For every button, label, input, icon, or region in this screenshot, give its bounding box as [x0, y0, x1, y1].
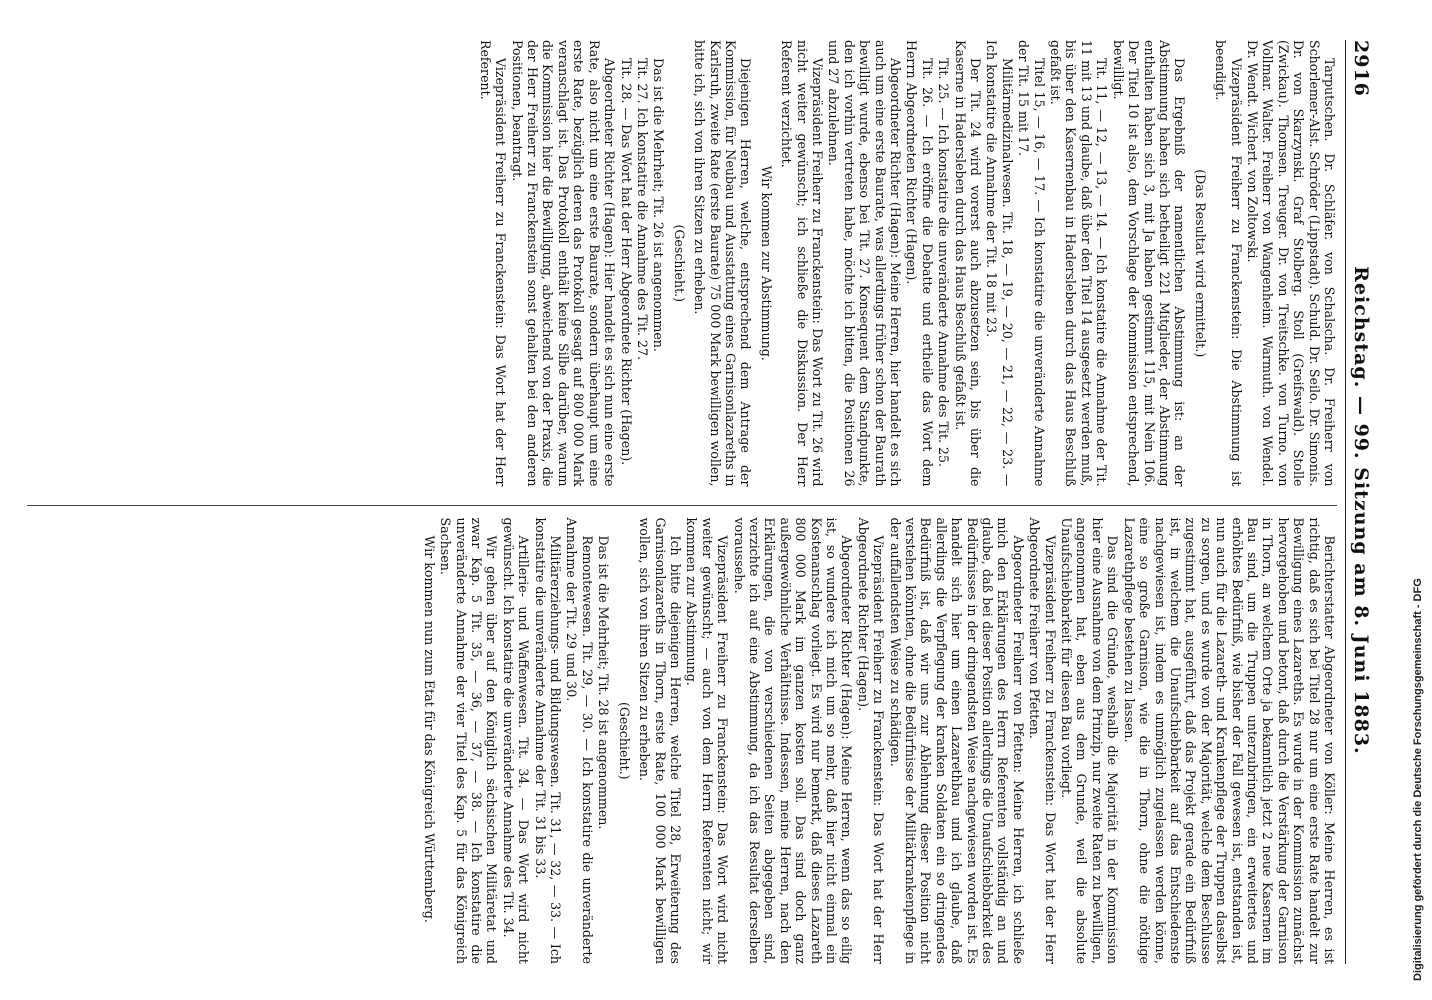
left-column — [27, 40, 1337, 487]
paragraph: Tit. 25. — Ich konstatire die unveränderte Annahme des Tit. 25. — [936, 58, 952, 468]
paragraph: Remontewesen. Tit. 29, — 30. — Ich konstatire die unveränderte Annahme der Tit. 29 und 30. — [564, 517, 595, 964]
paragraph: Militärmedizinalwesen. Tit. 18, — 19, — 20, — 21, — 22, — 23. — Ich konstatire die Annahme der Tit. 18 mit 23. — [984, 40, 1015, 487]
paragraph: Vizepräsident Freiherr zu Franckenstein: Das Wort hat der Herr Abgeordnete Freiherr von Pfetten. — [1027, 517, 1058, 964]
paragraph: Das ist die Mehrheit; Tit. 26 ist angenommen. — [651, 58, 667, 352]
paragraph: (Das Resultat wird ermittelt.) — [1192, 169, 1208, 358]
paragraph: Abgeordneter Richter (Hagen): Hier handelt es sich nun eine erste Rate, also nicht um eine erste Baurate, sondern überhaupt um eine erste Rate, bezüglich deren das Protokoll gesagt auf 800 000 Mark veranschlagt ist. Das Protokoll enthält keine Silbe darüber, warum die Kommission hier die Bewilligung, abweichend von der Praxis, die der Herr Freiherr zu Franckenstein sonst gehalten bei den anderen Positionen, beantragt. — [509, 40, 618, 487]
page-header — [1345, 40, 1372, 964]
paragraph: Wir gehen über auf den Königlich sächsischen Militäretat und zwar Kap. 5 Tit. 35, — 36, — 37, — 38. — Ich konstatire die unveränderte Annahme der vier Titel des Kap. 5 für das Königreich Sachsen. — [438, 517, 500, 964]
paragraph: Wir kommen nun zum Etat für das Königreich Württemberg. — [421, 535, 437, 923]
paragraph: (Geschieht.) — [616, 701, 632, 780]
paragraph: Vizepräsident Freiherr zu Franckenstein: Die Abstimmung ist beendigt. — [1213, 40, 1244, 487]
paragraph: Militärerziehungs- und Bildungswesen. Tit. 31, — 32, — 33. — Ich konstatire die unveränderte Annahme der Tit. 31 bis 33. — [532, 517, 564, 964]
page-title: Reichstag. — 99. Sitzung am 8. Juni 1883. — [1350, 266, 1372, 755]
paragraph: Vizepräsident Freiherr zu Franckenstein: Das Wort hat der Herr Abgeordnete Richter (Hagen). — [855, 517, 887, 964]
right-column — [27, 505, 1337, 965]
paragraph: Tit. 11, — 12, — 13, — 14. — Ich konstatire die Annahme der Tit. 11 mit 13 und glaube, daß über den Titel 14 ausgesetzt werden muß, bis über den Kasernenbau in Hadersleben durch das Haus Beschluß gefaßt ist. — [1048, 40, 1110, 487]
watermark-text: Digitalisierung gefördert durch die Deutsche Forschungsgemeinschaft - DFG — [1412, 578, 1424, 981]
paragraph: Artillerie- und Waffenwesen. Tit. 34. — Das Wort wird nicht gewünscht. Ich konstatire die unveränderte Annahme des Tit. 34. — [500, 517, 532, 964]
paragraph: Titel 15, — 16, — 17. — Ich konstatire die unveränderte Annahme der Tit. 15 mit 17. — [1016, 40, 1047, 487]
paragraph: Das sind die Gründe, weshalb die Majorität in der Kommission hier eine Ausnahme von dem Prinzip, nur zweite Raten zu bewilligen, angenommen hat, eben aus dem Grunde, weil die absolute Unaufschiebbarkeit für diesen Bau vorliegt. — [1059, 517, 1121, 964]
page-number: 2916 — [1350, 40, 1372, 97]
paragraph: Vizepräsident Freiherr zu Franckenstein: Das Wort wird nicht weiter gewünscht; — auch von dem Herrn Referenten nicht; wir kommen zur Abstimmung. — [684, 517, 731, 964]
paragraph: Vizepräsident Freiherr zu Franckenstein: Das Wort zu Tit. 26 wird nicht weiter gewünscht; ich schließe die Diskussion. Der Herr Referent verzichtet. — [779, 40, 825, 487]
paragraph: Das Ergebniß der namentlichen Abstimmung ist: an der Abstimmung haben sich betheiligt 221 Mitglieder, der Abstimmung enthalten haben sich 3, mit Ja haben gestimmt 115, mit Nein 106. Der Titel 10 ist also, dem Vorschlage der Kommission entsprechend, bewilligt. — [1110, 40, 1188, 487]
paragraph: Tit. 28. — Das Wort hat der Herr Abgeordnete Richter (Hagen). — [618, 58, 634, 466]
paragraph: (Geschieht.) — [671, 224, 687, 303]
paragraph: Tarputschen. Dr. Schläfer. von Schalscha. Dr. Freiherr von Schorlemer-Alst. Schröder (Lippstadt). Schuld. Dr. Seilo. Dr. Simonis. Dr. von Skarzynski. Graf Stolberg. Stoll (Greifswald). Stolle (Zwickau). Thomsen. Treuger. Dr. von Treitschke. von Turno. von Vollmar. Walter. Freiherr von Wangenheim. Warmuth. von Wendel. Dr. Wendt. Wichert. von Zoltowski. — [1244, 40, 1337, 487]
text-columns — [27, 40, 1337, 964]
dfg-watermark — [1406, 6, 1428, 986]
paragraph: Das ist die Mehrheit; Tit. 28 ist angenommen. — [596, 535, 612, 830]
paragraph: Ich bitte diejenigen Herren, welche Titel 28, Erweiterung des Garnisonlazareths in Thorn, erste Rate, 100 000 Mark bewilligen wollen, sich von ihren Sitzen zu erheben. — [637, 517, 683, 964]
paragraph: Der Tit. 24 wird vorerst auch abzusetzen sein, bis über die Kaserne in Hadersleben durch das Haus Beschluß gefaßt ist. — [952, 40, 984, 487]
paragraph: Abgeordneter Richter (Hagen): Meine Herren, wenn das so eilig ist, so wundere ich mich um so mehr, daß hier nicht einmal ein Kostenanschlag vorliegt. Es wird nur bemerkt, daß dieses Lazareth 800 000 Mark im ganzen kosten soll. Das sind doch ganz außergewöhnliche Verhältnisse. Indessen, meine Herren, nach den Erklärungen, die von verschiedenen Seiten abgegeben sind, verzichte ich auf eine Abstimmung, da ich das Resultat derselben voraussehe. — [731, 517, 855, 964]
paragraph: Tit. 27. Ich konstatire die Annahme des Tit. 27. — [634, 58, 650, 360]
paragraph: Berichterstatter Abgeordneter von Köller: Meine Herren, es ist richtig, daß es sich bei Titel 28 nur um eine erste Rate handelt zur Bewilligung eines Lazareths. Es wurde in der Kommission zunächst hervorgehoben und betont, daß durch die Verstärkung der Garnison in Thorn, an welchem Orte ja bekanntlich jetzt 2 neue Kasernen im Bau sind, um die Truppen unterzubringen, ein erweitertes und erhöhtes Bedürfniß, wie bisher der Fall gewesen ist, entstanden ist, nun auch für die Lazareth- und Krankenpflege der Truppen daselbst zu sorgen, und es wurde von der Majorität, welche dem Beschlusse zugestimmt hat, ausgeführt, daß das Projekt gerade ein Bedürfniß ist, in welchem die Unaufschiebbarkeit auf das Entschiedenste nachgewiesen ist, indem es unmöglich zugelassen werden könne, eine so große Garnison, wie die in Thorn, ohne die nöthige Lazarethpflege bestehen zu lassen. — [1121, 517, 1337, 964]
paragraph: Abgeordneter Richter (Hagen): Meine Herren, hier handelt es sich auch um eine erste Baurate, was allerdings früher schon der Baurath bewilligt wurde, ebenso bei Tit. 27. Konsequent dem Standpunkte, den ich vorhin vertreten habe, möchte ich bitten, die Positionen 26 und 27 abzulehnen. — [826, 40, 904, 487]
paragraph: Diejenigen Herren, welche, entsprechend dem Antrage der Kommission, für Neubau und Ausstattung eines Garnisonlazareths in Karlsruh, zweite Rate (erste Baurate) 75 000 Mark bewilligen wollen, bitte ich, sich von ihren Sitzen zu erheben. — [692, 40, 754, 487]
paragraph: Vizepräsident Freiherr zu Franckenstein: Das Wort hat der Herr Referent. — [477, 40, 509, 487]
paragraph: Abgeordneter Freiherr von Pfetten: Meine Herren, ich schließe mich den Erklärungen des Herrn Referenten vollständig an und glaube, daß bei dieser Position allerdings die Unaufschiebbarkeit des Bedürfnisses in der dringendsten Weise nachgewiesen worden ist. Es handelt sich hier um einen Lazarethbau und ich glaube, daß allerdings die Verpflegung der kranken Soldaten ein so dringendes Bedürfniß ist, daß wir uns zur Ablehnung dieser Position nicht verstehen könnten, ohne die Bedürfnisse der Militärkrankenpflege in der auffallendsten Weise zu schädigen. — [887, 517, 1026, 964]
paragraph: Wir kommen zur Abstimmung. — [758, 165, 774, 361]
paragraph: Tit. 26. — Ich eröffne die Debatte und ertheile das Wort dem Herrn Abgeordneten Richter (Hagen). — [904, 40, 935, 487]
